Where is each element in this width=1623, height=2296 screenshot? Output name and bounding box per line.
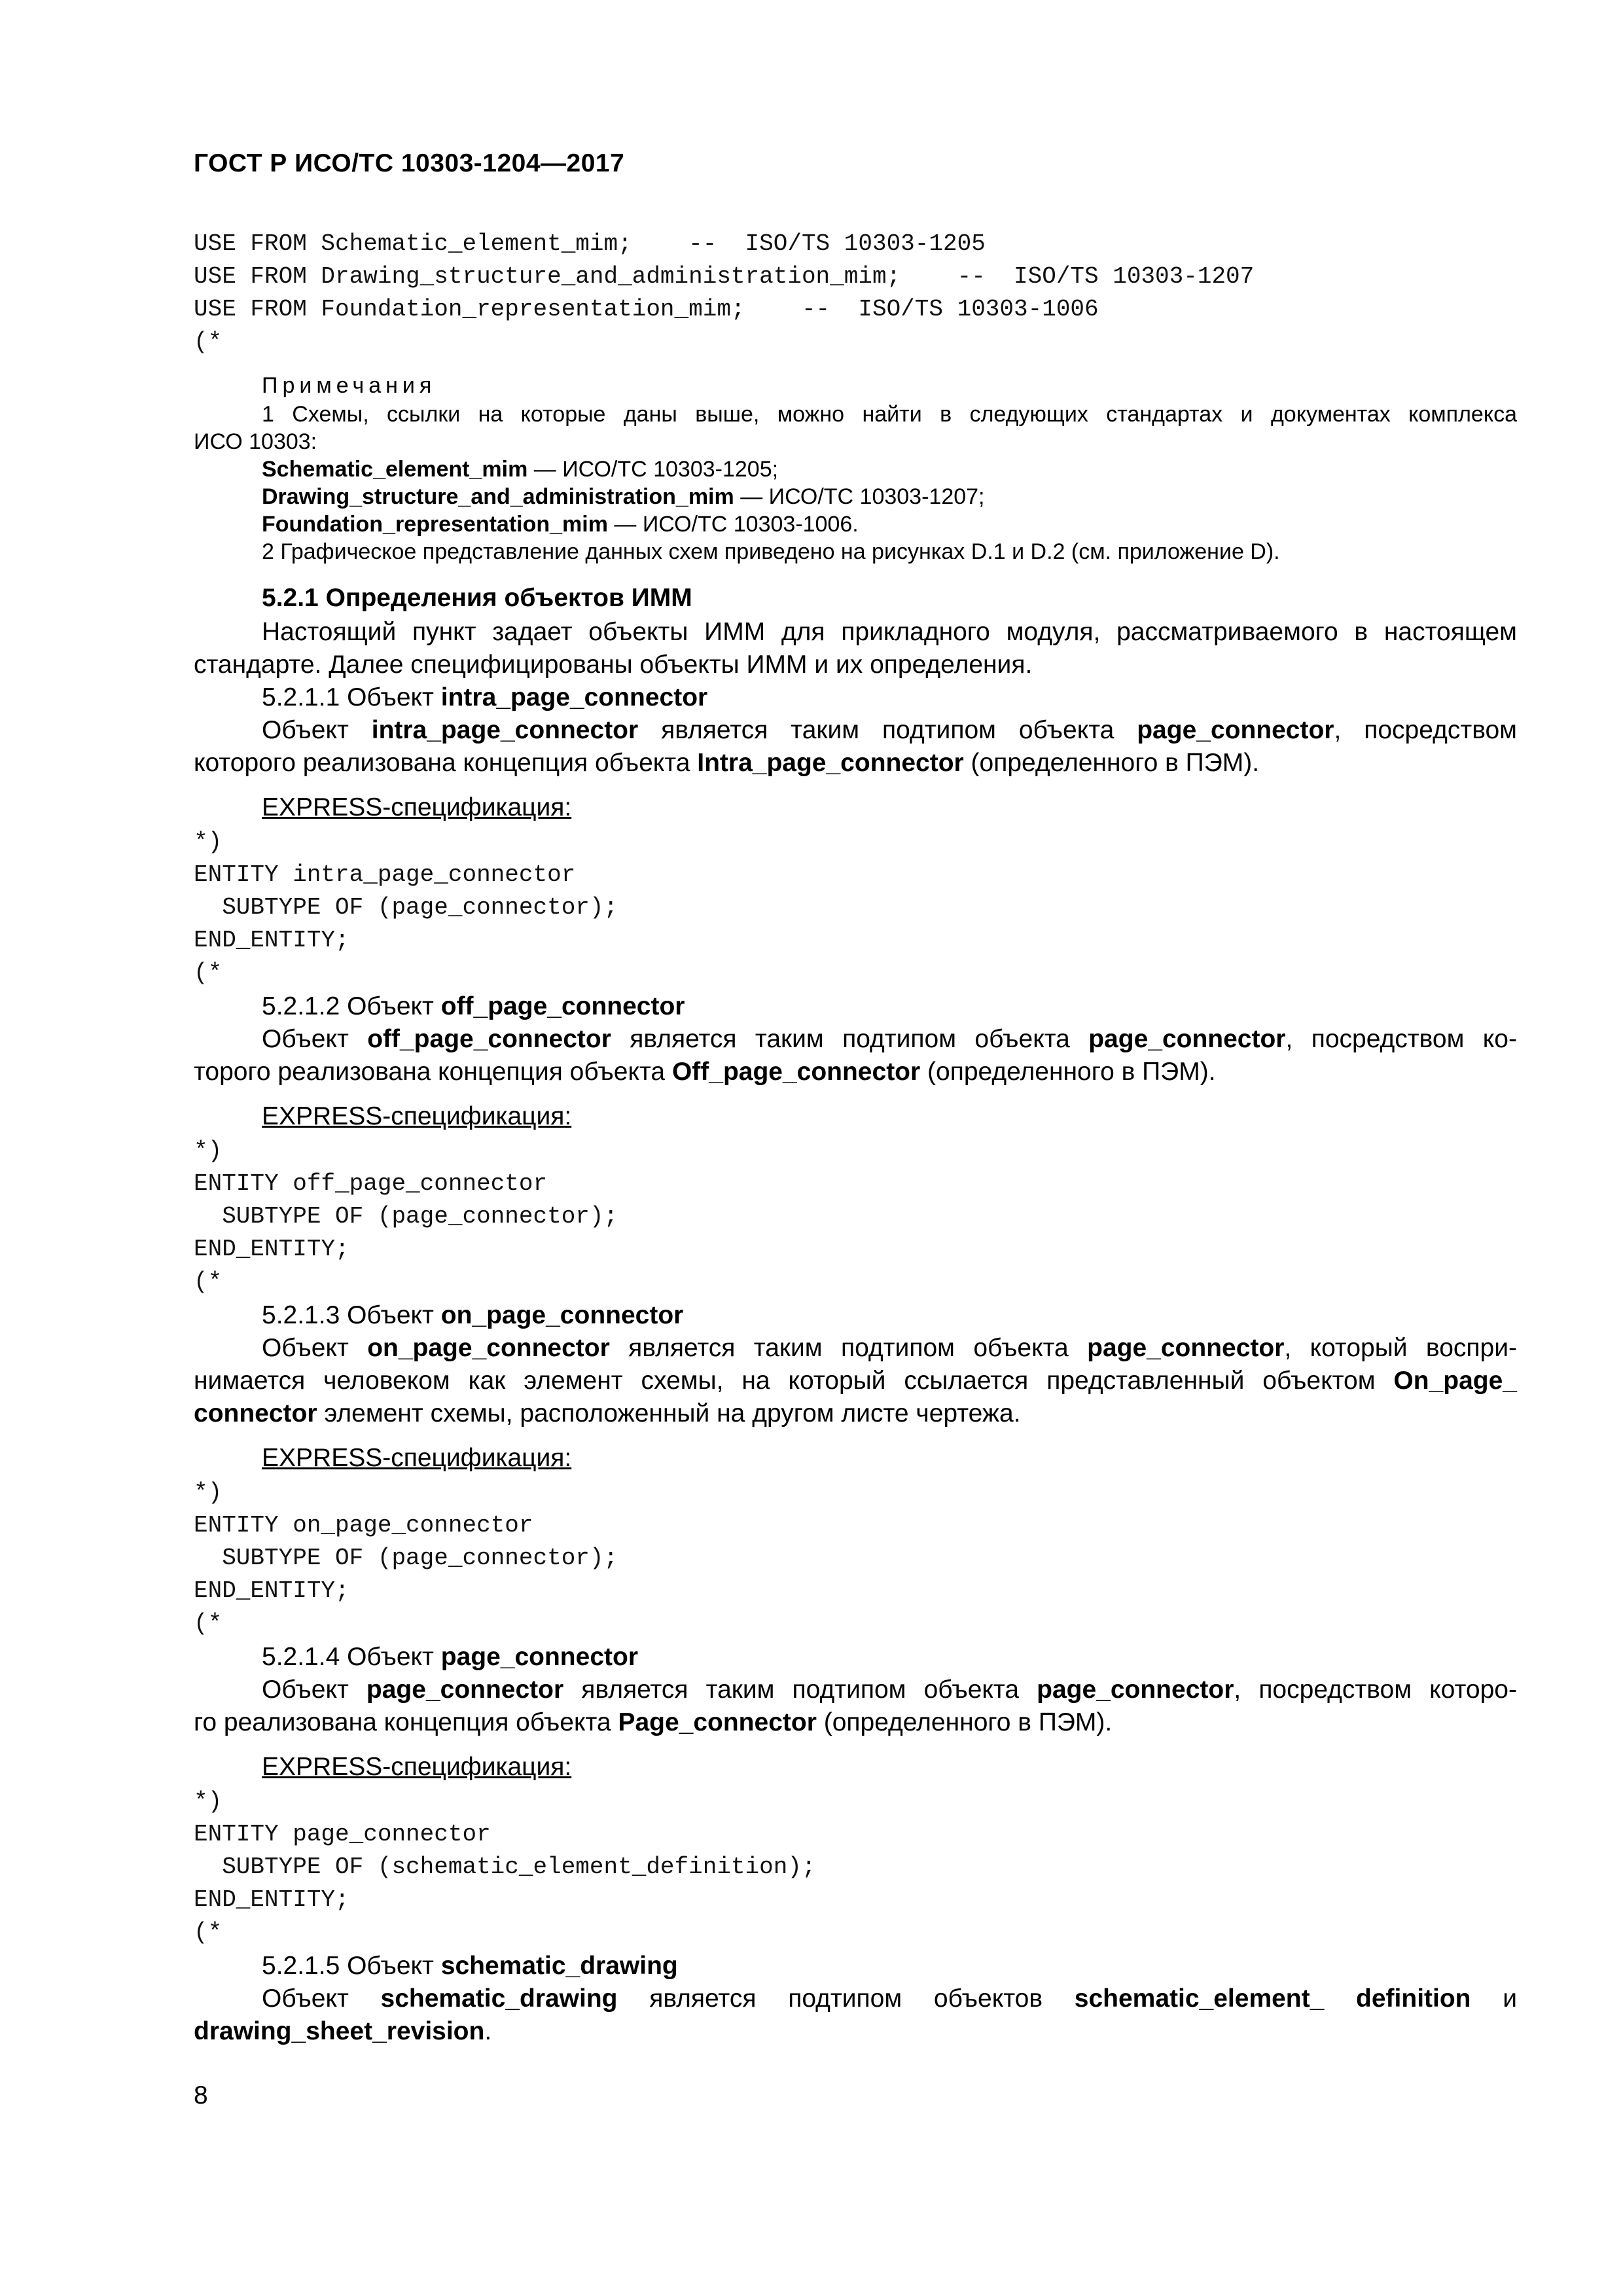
code-line: (* <box>194 960 223 986</box>
note-text: ИСО 10303: <box>194 429 317 454</box>
note-ref-name: Foundation_representation_mim <box>262 512 608 537</box>
subsection-title: 5.2.1.4 Объект page_connector <box>262 1643 638 1671</box>
code-line: END_ENTITY; <box>194 1886 349 1913</box>
paragraph-line: Объект on_page_connector является таким подтипом объекта page_connector, который воспри- <box>262 1334 1517 1362</box>
paragraph-line: Объект intra_page_connector является таким подтипом объекта page_connector, посредством <box>262 716 1517 744</box>
code-line: SUBTYPE OF (page_connector); <box>194 894 618 921</box>
code-line: USE FROM Schematic_element_mim; -- ISO/TS 10303-1205 <box>194 230 986 257</box>
subsection-title: 5.2.1.1 Объект intra_page_connector <box>262 683 708 711</box>
note-ref-name: Schematic_element_mim <box>262 457 528 482</box>
paragraph-line: стандарте. Далее специфицированы объекты ИММ и их определения. <box>194 651 1033 679</box>
subsection-title: 5.2.1.3 Объект on_page_connector <box>262 1301 684 1329</box>
code-line: (* <box>194 1268 223 1295</box>
code-line: ENTITY intra_page_connector <box>194 861 576 888</box>
code-line: ENTITY off_page_connector <box>194 1170 548 1197</box>
paragraph-line: нимается человеком как элемент схемы, на который ссылается представленный объектом On_page_ <box>194 1367 1517 1395</box>
paragraph-line: го реализована концепция объекта Page_connector (определенного в ПЭМ). <box>194 1708 1113 1736</box>
note-text: 1 Схемы, ссылки на которые даны выше, можно найти в следующих стандартах и документах комплекса <box>262 402 1517 427</box>
code-line: *) <box>194 829 223 855</box>
code-line: SUBTYPE OF (schematic_element_definition); <box>194 1854 816 1880</box>
note-ref: Foundation_representation_mim — ИСО/ТС 10303-1006. <box>262 512 859 537</box>
paragraph-line: торого реализована концепция объекта Off_page_connector (определенного в ПЭМ). <box>194 1058 1216 1086</box>
note-ref-name: Drawing_structure_and_administration_mim <box>262 484 734 509</box>
paragraph-line: drawing_sheet_revision. <box>194 2017 492 2045</box>
express-label: EXPRESS-спецификация: <box>262 1444 572 1472</box>
paragraph-line: Объект off_page_connector является таким подтипом объекта page_connector, посредством ко- <box>262 1025 1517 1053</box>
code-line: END_ENTITY; <box>194 1577 349 1604</box>
code-line: (* <box>194 1610 223 1637</box>
code-line: SUBTYPE OF (page_connector); <box>194 1203 618 1230</box>
express-label: EXPRESS-спецификация: <box>262 1753 572 1781</box>
code-line: USE FROM Drawing_structure_and_administration_mim; -- ISO/TS 10303-1207 <box>194 263 1255 290</box>
note-text: 2 Графическое представление данных схем приведено на рисунках D.1 и D.2 (см. приложение D). <box>262 539 1280 564</box>
note-ref: Drawing_structure_and_administration_mim — ИСО/ТС 10303-1207; <box>262 484 985 509</box>
express-label: EXPRESS-спецификация: <box>262 1102 572 1130</box>
code-line: SUBTYPE OF (page_connector); <box>194 1545 618 1571</box>
code-line: ENTITY on_page_connector <box>194 1512 533 1539</box>
document-header: ГОСТ Р ИСО/ТС 10303-1204—2017 <box>194 149 625 177</box>
code-line: END_ENTITY; <box>194 1236 349 1263</box>
code-line: ENTITY page_connector <box>194 1821 491 1848</box>
note-ref: Schematic_element_mim — ИСО/ТС 10303-1205; <box>262 457 779 482</box>
code-line: (* <box>194 329 223 355</box>
paragraph-line: Настоящий пункт задает объекты ИММ для прикладного модуля, рассматриваемого в настоящем <box>262 618 1517 646</box>
code-line: *) <box>194 1788 223 1815</box>
code-line: USE FROM Foundation_representation_mim; -- ISO/TS 10303-1006 <box>194 296 1099 323</box>
code-line: END_ENTITY; <box>194 927 349 954</box>
paragraph-line: которого реализована концепция объекта Intra_page_connector (определенного в ПЭМ). <box>194 749 1260 777</box>
paragraph-line: Объект schematic_drawing является подтипом объектов schematic_element_ definition и <box>262 1984 1518 2013</box>
subsection-title: 5.2.1.2 Объект off_page_connector <box>262 992 685 1020</box>
code-line: *) <box>194 1138 223 1164</box>
notes-title: Примечания <box>262 373 437 398</box>
paragraph-line: connector элемент схемы, расположенный на другом листе чертежа. <box>194 1399 1021 1427</box>
code-line: *) <box>194 1479 223 1506</box>
page-number: 8 <box>194 2081 208 2109</box>
code-line: (* <box>194 1919 223 1946</box>
subsection-title: 5.2.1.5 Объект schematic_drawing <box>262 1952 678 1980</box>
express-label: EXPRESS-спецификация: <box>262 793 572 821</box>
section-title: 5.2.1 Определения объектов ИММ <box>262 584 692 612</box>
paragraph-line: Объект page_connector является таким подтипом объекта page_connector, посредством которо- <box>262 1676 1517 1704</box>
